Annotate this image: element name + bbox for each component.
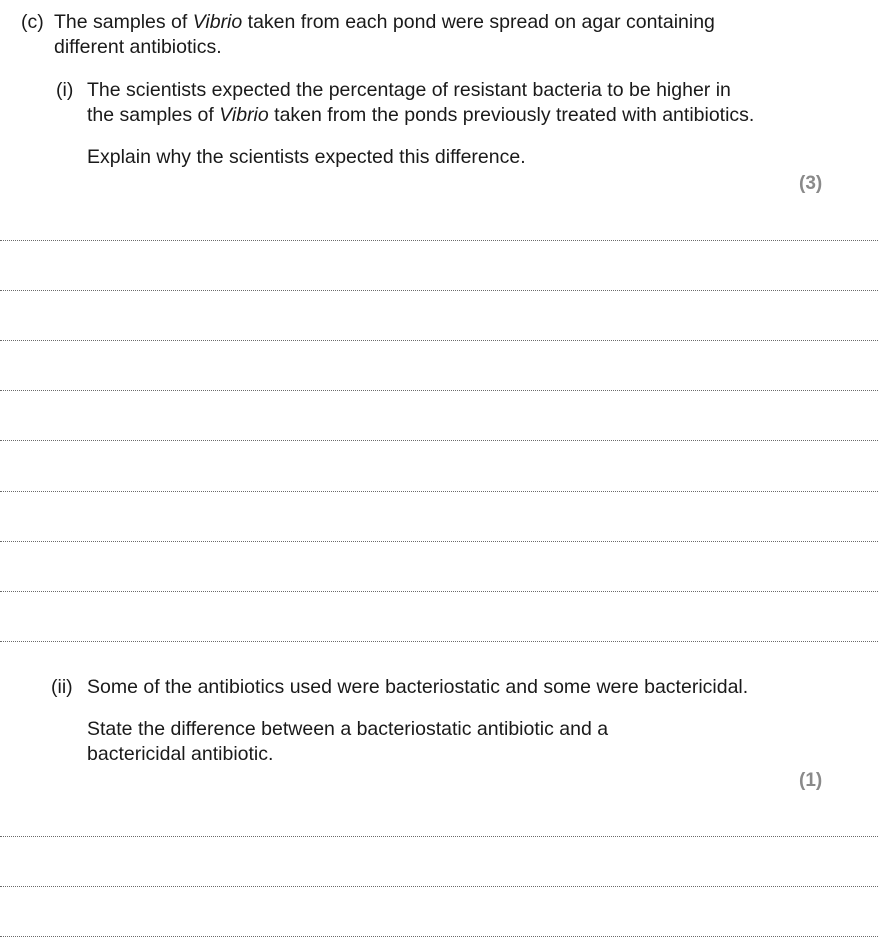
answer-line[interactable] — [0, 390, 878, 391]
question-i-text-line2-end: taken from the ponds previously treated with antibiotics. — [268, 104, 755, 126]
answer-line[interactable] — [0, 936, 878, 937]
question-i-text-line2 — [87, 103, 754, 128]
answer-line[interactable] — [0, 641, 878, 642]
marks-allocation-ii: (1) — [799, 770, 823, 791]
answer-line[interactable] — [0, 240, 878, 241]
answer-line[interactable] — [0, 290, 878, 291]
question-label-ii: (ii) — [51, 676, 73, 698]
question-ii-instruction-line1: State the difference between a bacteriostatic antibiotic and a — [87, 718, 609, 740]
answer-line[interactable] — [0, 836, 878, 837]
question-label-c: (c) — [21, 11, 44, 33]
question-c-text-line1-start: The samples of — [54, 11, 193, 33]
question-ii-instruction-line2: bactericidal antibiotic. — [87, 743, 274, 765]
question-c-text-line1 — [54, 10, 715, 35]
genus-name-vibrio: Vibrio — [192, 11, 243, 33]
answer-line[interactable] — [0, 886, 878, 887]
question-ii-text: Some of the antibiotics used were bacteriostatic and some were bactericidal. — [87, 676, 749, 698]
question-i-text-line2-start: the samples of — [87, 104, 220, 126]
marks-allocation-i: (3) — [799, 173, 823, 194]
question-i-text-line1: The scientists expected the percentage of resistant bacteria to be higher in — [87, 79, 731, 101]
answer-line[interactable] — [0, 591, 878, 592]
answer-line[interactable] — [0, 340, 878, 341]
question-i-instruction: Explain why the scientists expected this difference. — [87, 146, 526, 168]
answer-line[interactable] — [0, 491, 878, 492]
question-c-text-line2: different antibiotics. — [54, 36, 222, 58]
answer-line[interactable] — [0, 541, 878, 542]
genus-name-vibrio: Vibrio — [219, 104, 269, 126]
question-label-i: (i) — [56, 79, 74, 101]
question-c-text-line1-end: taken from each pond were spread on agar containing — [242, 11, 715, 33]
answer-line[interactable] — [0, 440, 878, 441]
